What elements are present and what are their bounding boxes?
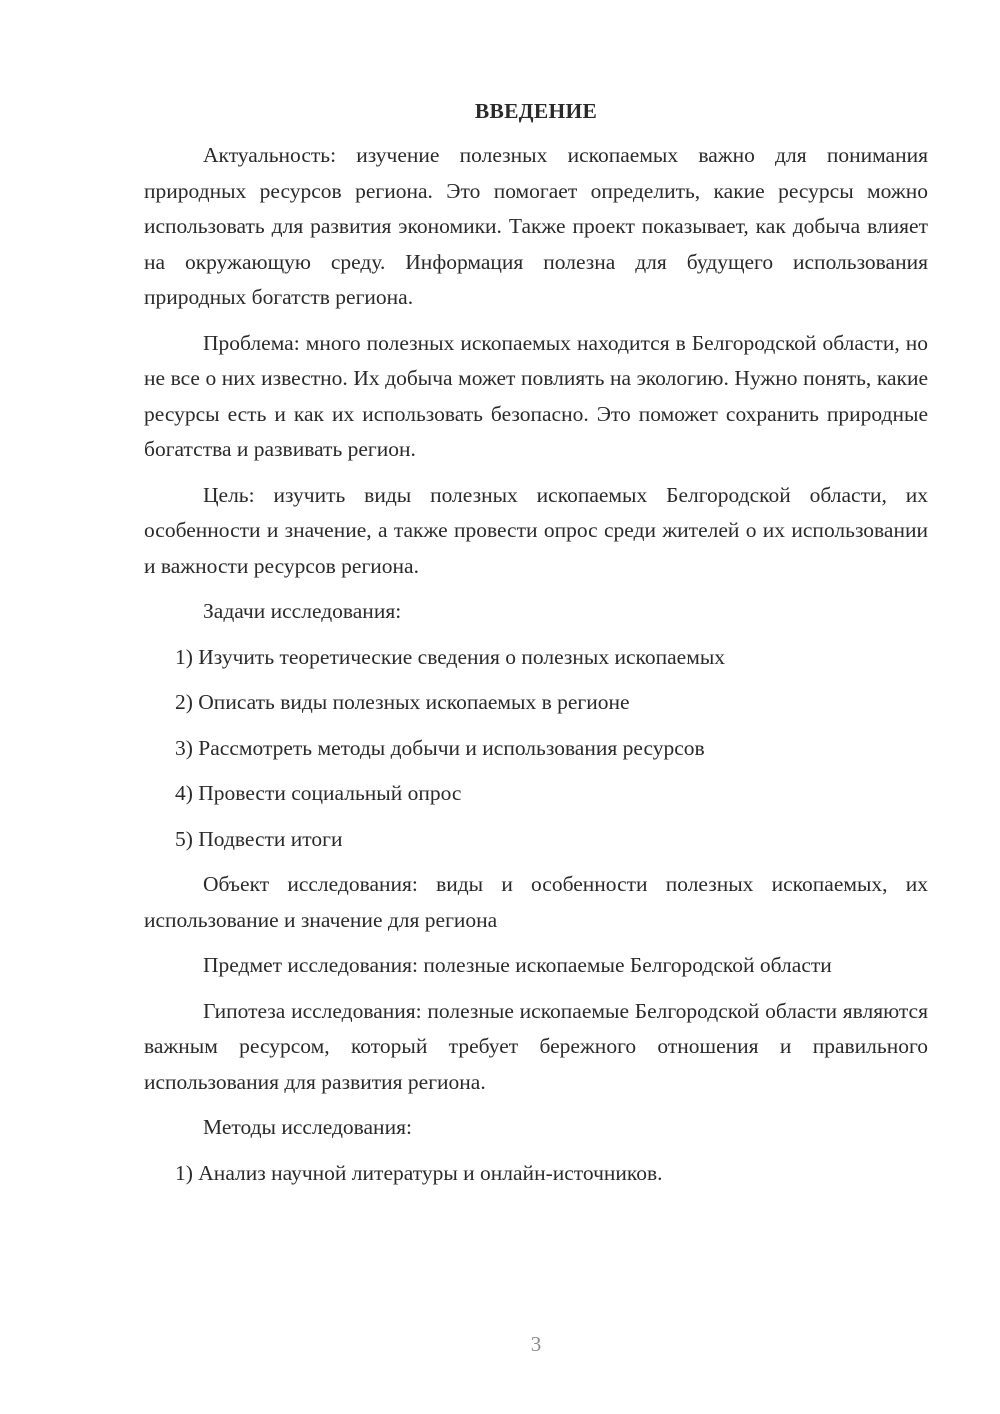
goal-paragraph: Цель: изучить виды полезных ископаемых Белгородской области, их особенности и значение, а также провести опрос среди жителей о их использовании и важности ресурсов региона. <box>144 482 928 578</box>
subject-paragraph: Предмет исследования: полезные ископаемые Белгородской области <box>203 953 832 977</box>
method-item-1: 1) Анализ научной литературы и онлайн-источников. <box>175 1160 663 1185</box>
relevance-paragraph: Актуальность: изучение полезных ископаемых важно для понимания природных ресурсов региона. Это помогает определить, какие ресурсы можно использовать для развития экономики. Также проект показывает, как добыча влияет на окружающую среду. Информация полезна для будущего использования природных богатств региона. <box>144 143 928 309</box>
page-content <box>144 95 928 1191</box>
task-item-1: 1) Изучить теоретические сведения о полезных ископаемых <box>175 644 726 669</box>
tasks-heading: Задачи исследования: <box>203 599 402 623</box>
object-paragraph: Объект исследования: виды и особенности полезных ископаемых, их использование и значение для региона <box>144 872 928 932</box>
problem-paragraph: Проблема: много полезных ископаемых находится в Белгородской области, но не все о них известно. Их добыча может повлиять на экологию. Нужно понять, какие ресурсы есть и как их использовать безопасно. Это поможет сохранить природные богатства и развивать регион. <box>144 330 928 461</box>
page-title: ВВЕДЕНИЕ <box>474 99 598 123</box>
task-item-2: 2) Описать виды полезных ископаемых в регионе <box>175 690 630 714</box>
task-item-5: 5) Подвести итоги <box>175 826 343 851</box>
page-number: 3 <box>530 1332 542 1356</box>
task-item-4: 4) Провести социальный опрос <box>175 781 462 805</box>
hypothesis-paragraph: Гипотеза исследования: полезные ископаемые Белгородской области являются важным ресурсом, который требует бережного отношения и правильного использования для развития региона. <box>144 998 928 1094</box>
task-item-3: 3) Рассмотреть методы добычи и использования ресурсов <box>175 735 705 760</box>
methods-heading: Методы исследования: <box>203 1115 412 1139</box>
